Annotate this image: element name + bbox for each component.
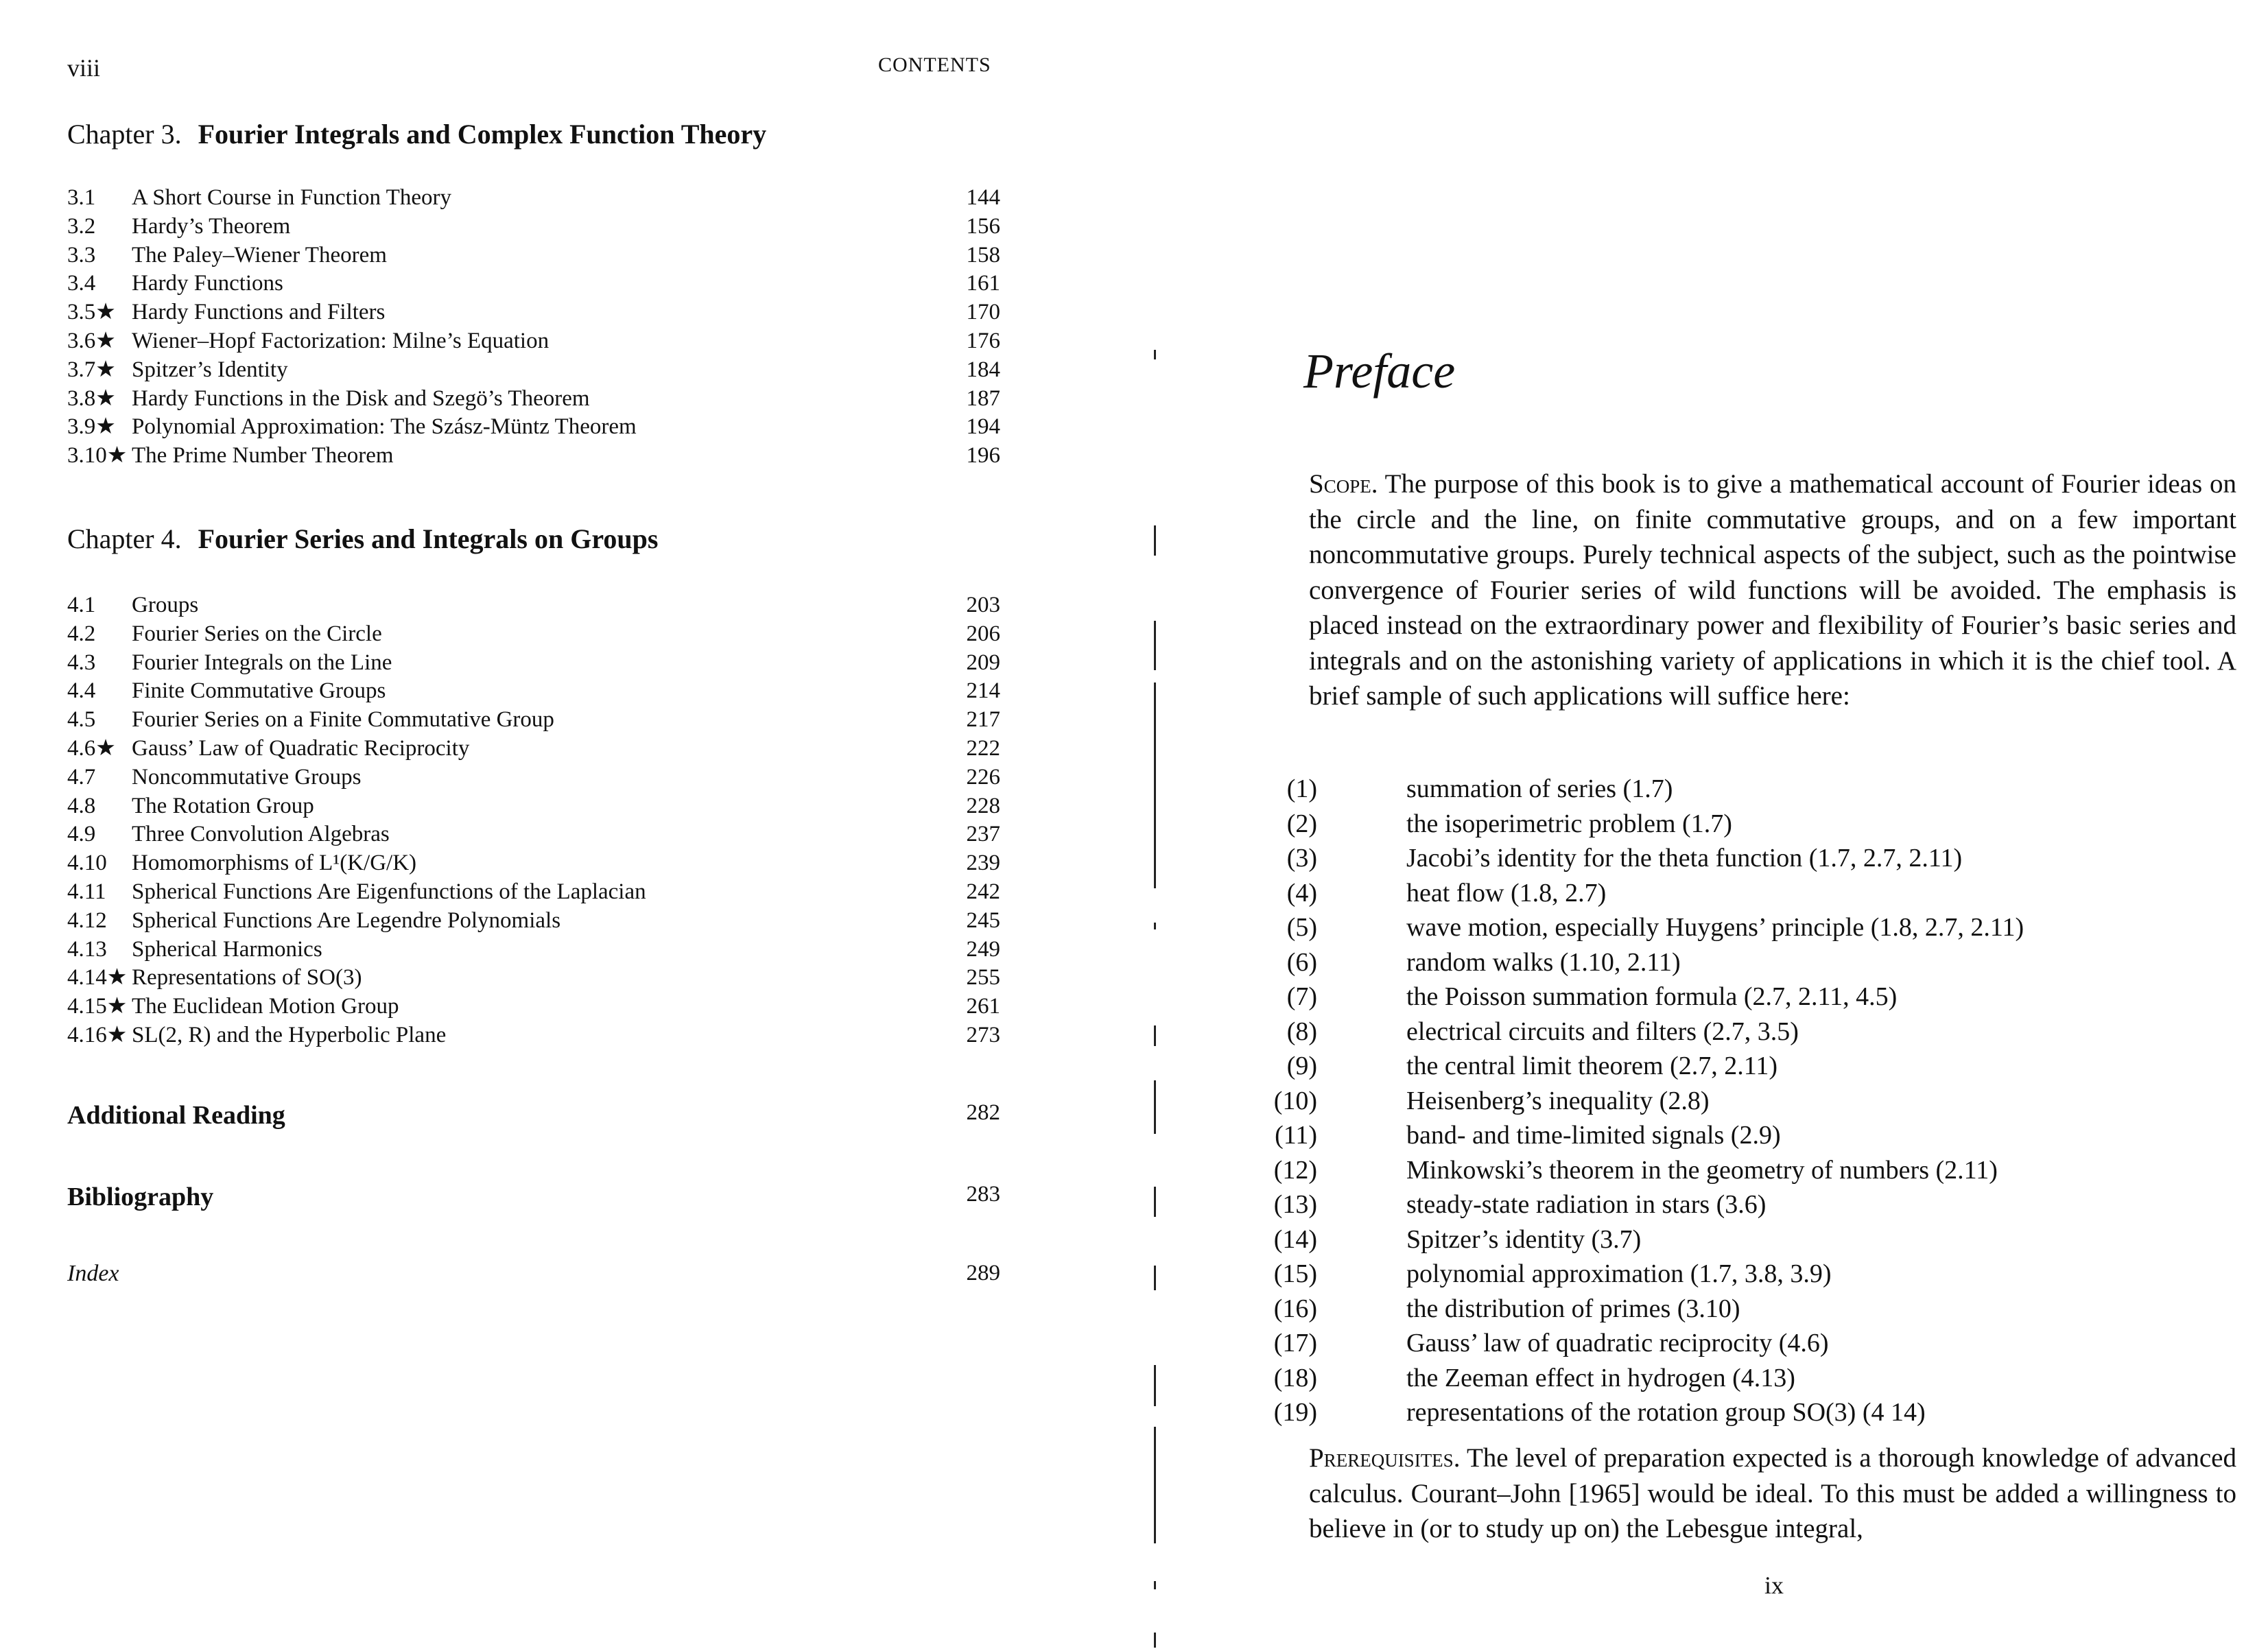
application-number: (1) [1286, 774, 1317, 803]
gutter-mark [1154, 923, 1156, 929]
toc-entry-number: 4.15★ [67, 994, 128, 1019]
application-text: steady-state radiation in stars (3.6) [1406, 1190, 1767, 1219]
application-item [1286, 910, 2236, 945]
toc-entry-number: 4.5 [67, 707, 96, 733]
toc-entry-page: 156 [966, 213, 1000, 239]
application-text: Gauss’ law of quadratic reciprocity (4.6) [1406, 1329, 1829, 1357]
gutter-mark [1154, 1266, 1156, 1290]
toc-entry [67, 298, 1000, 327]
toc-entry-number: 3.3 [67, 242, 96, 268]
toc-entry-page: 217 [966, 707, 1000, 733]
application-text: heat flow (1.8, 2.7) [1406, 878, 1607, 907]
toc-entry-page: 214 [966, 678, 1000, 704]
application-text: the distribution of primes (3.10) [1406, 1294, 1740, 1323]
toc-entry-page: 176 [966, 328, 1000, 353]
application-number: (18) [1273, 1363, 1317, 1392]
toc-entry-title: Fourier Integrals on the Line [132, 650, 392, 675]
running-head: CONTENTS [878, 54, 991, 76]
toc-entry-page: 187 [966, 385, 1000, 411]
application-text: Jacobi’s identity for the theta function (1.7, 2.7, 2.11) [1406, 844, 1963, 873]
toc-entry-number: 4.3 [67, 650, 96, 675]
toc-entry-title: Wiener–Hopf Factorization: Milne’s Equation [132, 328, 550, 353]
toc-entry [67, 385, 1000, 414]
application-number: (11) [1275, 1121, 1317, 1150]
toc-entry [67, 964, 1000, 993]
toc-entry-number: 3.8★ [67, 385, 116, 411]
back-matter-bibliography [67, 1182, 1000, 1212]
toc-entry-page: 196 [966, 443, 1000, 468]
back-matter-title: Bibliography [67, 1183, 214, 1211]
toc-entry-title: Three Convolution Algebras [132, 822, 390, 847]
back-matter-title: Index [67, 1261, 119, 1286]
application-number: (3) [1286, 844, 1317, 873]
toc-entry [67, 442, 1000, 471]
toc-entry-number: 3.1 [67, 185, 96, 210]
toc-entry [67, 413, 1000, 442]
gutter-mark [1154, 1025, 1156, 1046]
application-text: summation of series (1.7) [1406, 774, 1673, 803]
toc-entry-page: 209 [966, 650, 1000, 675]
application-item [1273, 1292, 2236, 1327]
application-text: polynomial approximation (1.7, 3.8, 3.9) [1406, 1259, 1832, 1288]
application-number: (16) [1273, 1294, 1317, 1323]
toc-entry [67, 792, 1000, 821]
chapter-3-toc [67, 184, 1000, 471]
application-text: the Poisson summation formula (2.7, 2.11, 4.5) [1406, 982, 1898, 1011]
applications-list [1273, 772, 2236, 1430]
chapter-4-title: Fourier Series and Integrals on Groups [198, 523, 659, 554]
toc-entry-page: 237 [966, 822, 1000, 847]
gutter-mark [1154, 1080, 1156, 1134]
gutter-mark [1154, 1365, 1156, 1406]
application-text: Heisenberg’s inequality (2.8) [1406, 1086, 1710, 1115]
application-number: (14) [1273, 1224, 1317, 1254]
toc-entry-title: SL(2, R) and the Hyperbolic Plane [132, 1022, 447, 1047]
scope-paragraph [1309, 466, 2236, 714]
scope-text: The purpose of this book is to give a mathematical account of Fourier ideas on the circle and the line, on finite commutative groups, and on a few important noncommutative groups. Purely technical aspects of the subject, such as the pointwise convergence of Fourier series of wild functions will be avoided. The emphasis is placed instead on the extraordinary power and flexibility of Fourier’s basic series and integrals and on the astonishing variety of applications in which it is the chief tool. A brief sample of such applications will suffice here: [1309, 469, 2237, 711]
toc-entry-title: Spherical Harmonics [132, 936, 322, 962]
toc-entry-title: Hardy Functions in the Disk and Szegö’s Theorem [132, 385, 590, 411]
application-item [1273, 1395, 2236, 1430]
toc-entry-title: Spitzer’s Identity [132, 357, 288, 382]
toc-entry [67, 213, 1000, 241]
toc-entry-page: 226 [966, 764, 1000, 790]
toc-entry-page: 158 [966, 242, 1000, 268]
application-item [1286, 980, 2236, 1015]
application-text: electrical circuits and filters (2.7, 3.5) [1406, 1017, 1799, 1046]
toc-entry-number: 3.10★ [67, 443, 128, 468]
toc-entry-title: Homomorphisms of L¹(K/G/K) [132, 851, 417, 876]
toc-entry-title: Fourier Series on the Circle [132, 621, 382, 646]
gutter-mark [1154, 1187, 1156, 1217]
toc-entry-number: 4.7 [67, 764, 96, 790]
toc-entry [67, 649, 1000, 678]
application-text: band- and time-limited signals (2.9) [1406, 1121, 1781, 1150]
application-item [1273, 1257, 2236, 1292]
toc-entry-number: 4.4 [67, 678, 96, 704]
toc-entry-title: Spherical Functions Are Legendre Polynomials [132, 907, 561, 933]
application-number: (8) [1286, 1017, 1317, 1046]
toc-entry-number: 4.1 [67, 593, 96, 617]
application-number: (12) [1273, 1155, 1317, 1185]
toc-entry-number: 3.4 [67, 271, 96, 296]
page-number-right: ix [1764, 1571, 1784, 1599]
preface-title: Preface [1303, 344, 1456, 399]
toc-entry-number: 4.6★ [67, 735, 116, 761]
toc-entry-page: 245 [966, 907, 1000, 933]
toc-entry-page: 184 [966, 357, 1000, 382]
application-text: the isoperimetric problem (1.7) [1406, 809, 1732, 838]
prerequisites-paragraph [1309, 1440, 2236, 1547]
application-text: the central limit theorem (2.7, 2.11) [1406, 1052, 1777, 1080]
chapter-4-toc [67, 591, 1000, 1050]
toc-entry-page: 170 [966, 300, 1000, 325]
application-item [1273, 1084, 2236, 1119]
toc-entry-title: Gauss’ Law of Quadratic Reciprocity [132, 735, 470, 761]
application-number: (4) [1286, 878, 1317, 907]
toc-entry-page: 206 [966, 621, 1000, 646]
application-text: Spitzer’s identity (3.7) [1406, 1224, 1642, 1254]
application-number: (15) [1273, 1259, 1317, 1288]
application-text: Minkowski’s theorem in the geometry of numbers (2.11) [1406, 1155, 1998, 1185]
toc-entry [67, 677, 1000, 706]
gutter-mark [1154, 1427, 1156, 1543]
application-text: representations of the rotation group SO(3) (4 14) [1406, 1398, 1926, 1427]
application-item [1286, 772, 2236, 807]
chapter-3-title: Fourier Integrals and Complex Function Theory [198, 119, 767, 150]
toc-entry-page: 228 [966, 793, 1000, 818]
application-number: (13) [1273, 1190, 1317, 1219]
toc-entry [67, 735, 1000, 763]
toc-entry-number: 4.11 [67, 879, 106, 904]
toc-entry [67, 270, 1000, 298]
application-number: (6) [1286, 947, 1317, 977]
toc-entry-page: 161 [966, 271, 1000, 296]
application-item [1286, 807, 2236, 842]
application-number: (10) [1273, 1086, 1317, 1115]
application-number: (9) [1286, 1052, 1317, 1080]
toc-entry [67, 936, 1000, 964]
back-matter-index [67, 1261, 1000, 1287]
application-item [1286, 876, 2236, 911]
toc-entry-title: The Rotation Group [132, 793, 314, 818]
toc-entry-page: 242 [966, 879, 1000, 904]
toc-entry-number: 3.9★ [67, 414, 116, 440]
application-number: (5) [1286, 913, 1317, 942]
application-item [1273, 1361, 2236, 1396]
gutter-mark [1154, 525, 1156, 556]
back-matter-additional-reading [67, 1100, 1000, 1130]
scope-lead: Scope. [1309, 469, 1378, 499]
toc-entry-number: 4.10 [67, 851, 107, 876]
gutter-mark [1154, 683, 1156, 888]
back-matter-page: 283 [966, 1182, 1000, 1207]
toc-entry-title: Noncommutative Groups [132, 764, 362, 790]
toc-entry-page: 203 [966, 593, 1000, 617]
application-item [1273, 1187, 2236, 1222]
chapter-4-label: Chapter 4. [67, 523, 182, 554]
toc-entry-number: 4.16★ [67, 1022, 128, 1047]
application-item [1286, 945, 2236, 980]
application-text: random walks (1.10, 2.11) [1406, 947, 1681, 977]
toc-entry [67, 1021, 1000, 1050]
toc-entry-page: 194 [966, 414, 1000, 440]
application-item [1286, 841, 2236, 876]
application-number: (2) [1286, 809, 1317, 838]
page-number-left: viii [67, 54, 101, 82]
gutter-mark [1154, 350, 1156, 359]
toc-entry [67, 878, 1000, 907]
toc-entry-number: 4.9 [67, 822, 96, 847]
toc-entry-title: The Prime Number Theorem [132, 443, 394, 468]
toc-entry-title: Fourier Series on a Finite Commutative Group [132, 707, 554, 733]
toc-entry-number: 4.12 [67, 907, 107, 933]
back-matter-page: 289 [966, 1261, 1000, 1285]
toc-entry-title: Hardy Functions and Filters [132, 300, 386, 325]
chapter-3-label: Chapter 3. [67, 119, 182, 150]
application-item [1286, 1015, 2236, 1049]
toc-entry [67, 356, 1000, 385]
prerequisites-lead: Prerequisites. [1309, 1443, 1461, 1473]
toc-entry-page: 239 [966, 851, 1000, 876]
toc-entry-number: 4.8 [67, 793, 96, 818]
toc-entry [67, 620, 1000, 649]
back-matter-page: 282 [966, 1100, 1000, 1125]
toc-entry-title: Hardy Functions [132, 271, 283, 296]
toc-entry-title: The Paley–Wiener Theorem [132, 242, 387, 268]
toc-entry-page: 222 [966, 735, 1000, 761]
chapter-3-heading [67, 118, 766, 150]
chapter-4-heading [67, 523, 658, 555]
application-item [1273, 1153, 2236, 1188]
toc-entry-title: Spherical Functions Are Eigenfunctions of the Laplacian [132, 879, 646, 904]
toc-entry [67, 184, 1000, 213]
toc-entry-page: 144 [966, 185, 1000, 210]
application-text: wave motion, especially Huygens’ principle (1.8, 2.7, 2.11) [1406, 913, 2024, 942]
application-item [1273, 1222, 2236, 1257]
gutter-mark [1154, 1581, 1156, 1589]
toc-entry-title: Finite Commutative Groups [132, 678, 386, 704]
application-number: (7) [1286, 982, 1317, 1011]
toc-entry [67, 907, 1000, 936]
toc-entry-page: 273 [966, 1022, 1000, 1047]
toc-entry-number: 4.2 [67, 621, 96, 646]
toc-entry-page: 255 [966, 965, 1000, 990]
toc-entry-title: Hardy’s Theorem [132, 213, 291, 239]
toc-entry [67, 820, 1000, 849]
toc-entry [67, 849, 1000, 878]
toc-entry [67, 591, 1000, 620]
toc-entry-title: Polynomial Approximation: The Szász-Müntz Theorem [132, 414, 637, 440]
gutter-mark [1154, 621, 1156, 670]
back-matter-title: Additional Reading [67, 1101, 285, 1130]
toc-entry [67, 241, 1000, 270]
application-item [1273, 1326, 2236, 1361]
toc-entry-number: 3.7★ [67, 357, 116, 382]
toc-entry-number: 4.13 [67, 936, 107, 962]
toc-entry-title: A Short Course in Function Theory [132, 185, 451, 210]
toc-entry-number: 3.6★ [67, 328, 116, 353]
toc-entry-number: 4.14★ [67, 965, 128, 990]
toc-entry-number: 3.2 [67, 213, 96, 239]
application-text: the Zeeman effect in hydrogen (4.13) [1406, 1363, 1795, 1392]
toc-entry [67, 993, 1000, 1021]
toc-entry-title: The Euclidean Motion Group [132, 994, 399, 1019]
toc-entry [67, 706, 1000, 735]
application-item [1275, 1118, 2236, 1153]
toc-entry-page: 249 [966, 936, 1000, 962]
toc-entry-page: 261 [966, 994, 1000, 1019]
application-number: (19) [1273, 1398, 1317, 1427]
toc-entry-title: Representations of SO(3) [132, 965, 362, 990]
application-item [1286, 1049, 2236, 1084]
prerequisites-text: The level of preparation expected is a thorough knowledge of advanced calculus. Courant–John [1965] would be ideal. To this must be added a willingness to believe in (or to study up on) the Lebesgue integral, [1309, 1443, 2236, 1543]
gutter-mark [1154, 1633, 1156, 1648]
application-number: (17) [1273, 1329, 1317, 1357]
toc-entry-number: 3.5★ [67, 300, 116, 325]
toc-entry-title: Groups [132, 593, 199, 617]
toc-entry [67, 327, 1000, 356]
toc-entry [67, 763, 1000, 792]
